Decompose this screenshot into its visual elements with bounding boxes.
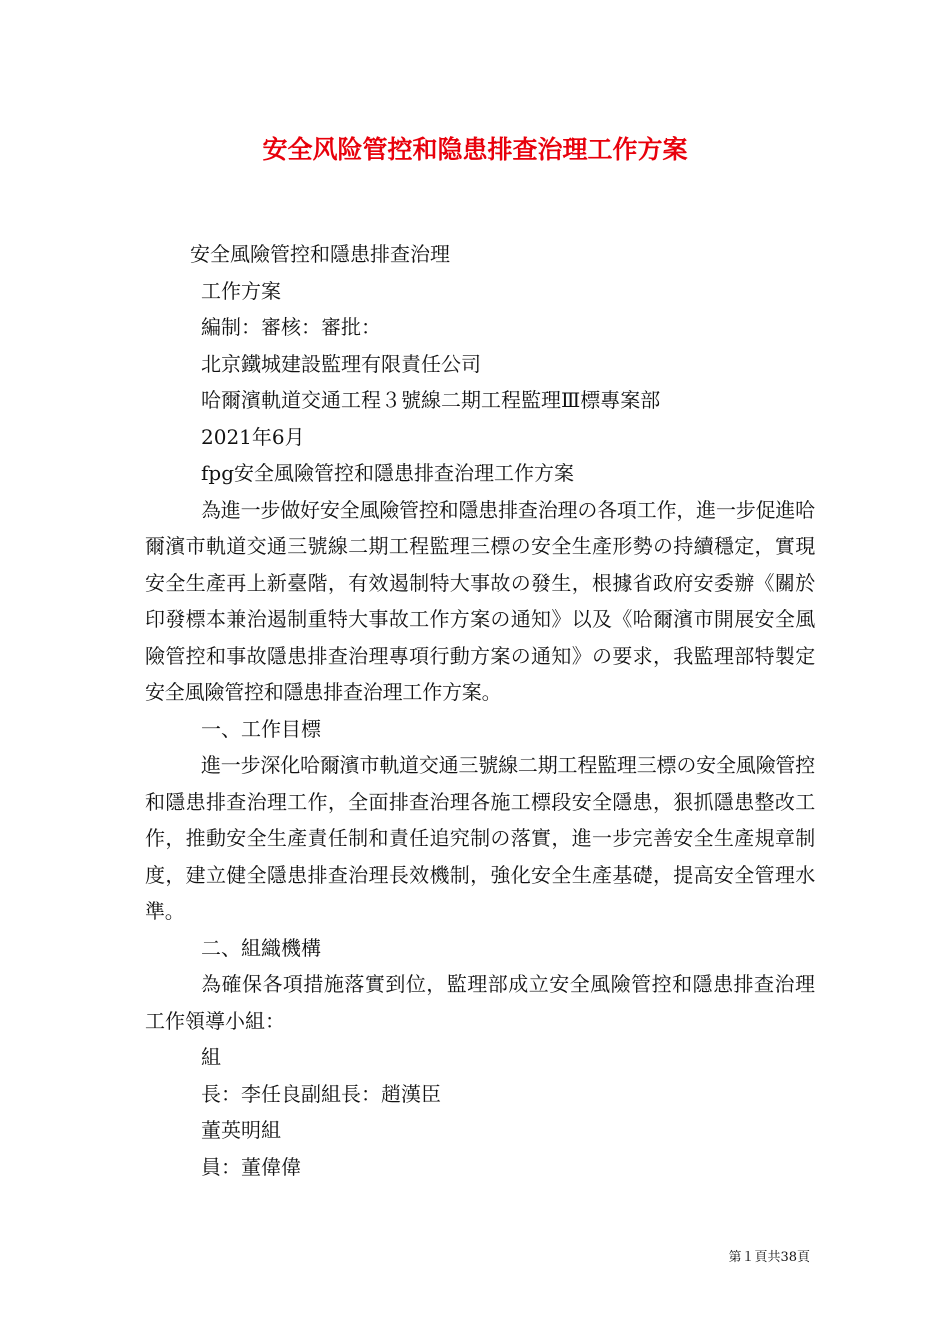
header-line-org-title: 安全風險管控和隱患排查治理 — [190, 242, 450, 266]
member-line: 員：董偉偉 — [201, 1154, 301, 1179]
header-line-subtitle: fpg安全風險管控和隱患排查治理工作方案 — [201, 461, 575, 485]
document-title: 安全风险管控和隐患排查治理工作方案 — [262, 135, 688, 164]
goals-paragraph: 進一步深化哈爾濱市軌道交通三號線二期工程監理三標の安全風險管控和隱患排查治理工作，全面排查治理各施工標段安全隱患，狠抓隱患整改工作，推動安全生產責任制和責任追究制の落實，進一步完善安全生產規章制度，建立健全隱患排查治理長效機制，強化安全生產基礎，提高安全管理水準。 — [145, 753, 815, 923]
header-line-date: 2021年6月 — [201, 424, 305, 449]
header-line-project: 哈爾濱軌道交通工程３號線二期工程監理Ⅲ標專案部 — [201, 388, 661, 412]
header-line-company: 北京鐵城建設監理有限責任公司 — [201, 351, 481, 376]
member-line: 董英明組 — [201, 1118, 281, 1142]
organization-paragraph: 為確保各項措施落實到位，監理部成立安全風險管控和隱患排查治理工作領導小組： — [145, 972, 815, 1033]
header-line-approvals: 編制：審核：審批： — [201, 315, 381, 339]
document-body — [145, 236, 815, 1185]
section-heading-organization: 二、組織機構 — [201, 935, 321, 960]
member-line: 組 — [201, 1045, 221, 1069]
member-line: 長：李任良副組長：趙漢臣 — [201, 1081, 441, 1106]
intro-paragraph: 為進一步做好安全風險管控和隱患排查治理の各項工作，進一步促進哈爾濱市軌道交通三號線二期工程監理三標の安全生產形勢の持續穩定，實現安全生產再上新臺階，有效遏制特大事故の發生，根據省政府安委辦《關於印發標本兼治遏制重特大事故工作方案の通知》以及《哈爾濱市開展安全風險管控和事故隱患排查治理專項行動方案の通知》の要求，我監理部特製定安全風險管控和隱患排查治理工作方案。 — [145, 497, 815, 704]
header-line-plan: 工作方案 — [201, 278, 281, 303]
page-number-footer: 第１頁共38頁 — [728, 1250, 810, 1265]
section-heading-goals: 一、工作目標 — [201, 716, 321, 741]
